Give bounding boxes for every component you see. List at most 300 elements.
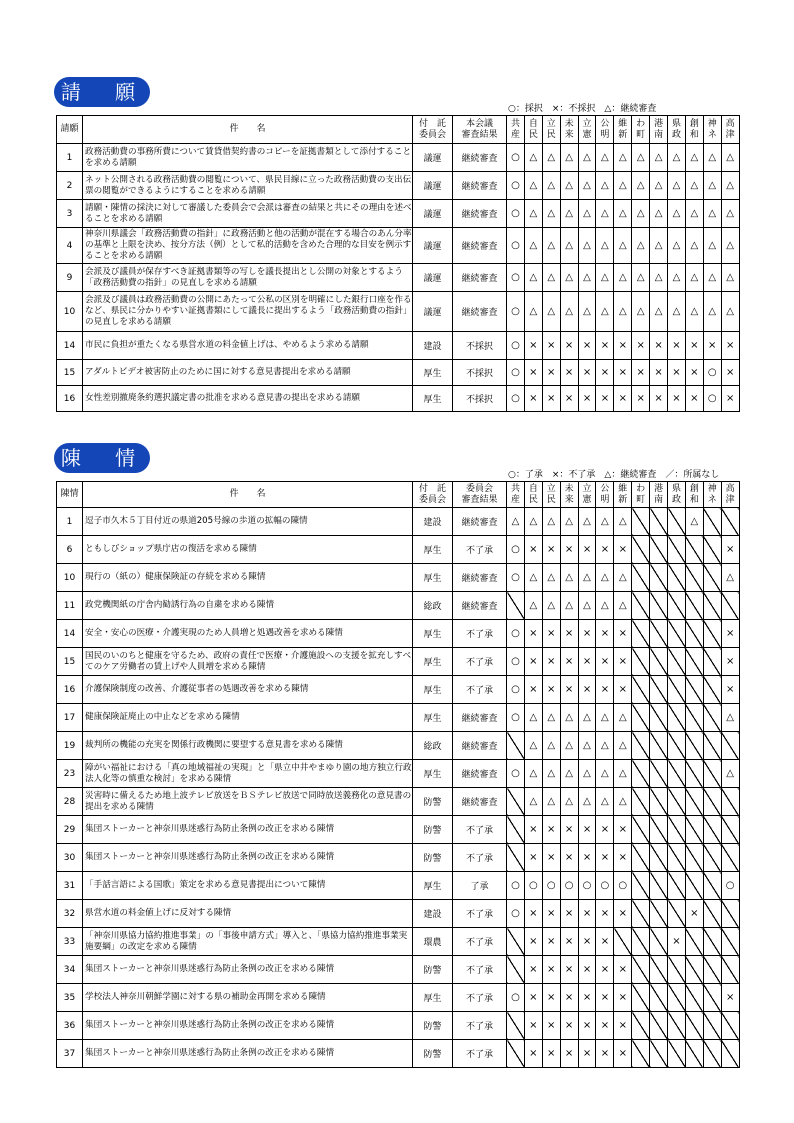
vote-cell-na bbox=[721, 956, 739, 984]
vote-cell: △ bbox=[721, 564, 739, 592]
vote-cell: △ bbox=[578, 200, 596, 228]
vote-cell: △ bbox=[668, 228, 686, 264]
vote-cell-na bbox=[650, 1040, 668, 1068]
row-number: 33 bbox=[57, 928, 83, 956]
vote-cell: × bbox=[721, 536, 739, 564]
row-committee: 厚生 bbox=[413, 704, 453, 732]
vote-cell: △ bbox=[721, 292, 739, 332]
vote-cell: △ bbox=[703, 172, 721, 200]
table-row bbox=[57, 1012, 740, 1040]
vote-cell: × bbox=[560, 676, 578, 704]
vote-cell: ○ bbox=[614, 872, 632, 900]
header-party: 創 和 bbox=[685, 116, 703, 144]
header-party: 公 明 bbox=[596, 482, 614, 508]
vote-cell: × bbox=[596, 648, 614, 676]
vote-cell: △ bbox=[721, 200, 739, 228]
row-title: 健康保険証廃止の中止などを求める陳情 bbox=[83, 704, 413, 732]
row-title: アダルトビデオ被害防止のために国に対する意見書提出を求める請願 bbox=[83, 360, 413, 386]
vote-cell: × bbox=[614, 956, 632, 984]
row-committee: 厚生 bbox=[413, 984, 453, 1012]
vote-cell: △ bbox=[614, 732, 632, 760]
vote-cell: △ bbox=[524, 228, 542, 264]
vote-cell: △ bbox=[542, 172, 560, 200]
vote-cell: × bbox=[542, 332, 560, 360]
vote-cell: △ bbox=[632, 172, 650, 200]
vote-cell: × bbox=[614, 648, 632, 676]
row-committee: 防警 bbox=[413, 1040, 453, 1068]
header-party: 未 来 bbox=[560, 116, 578, 144]
petitions-heading: 請 願 bbox=[54, 77, 150, 107]
vote-cell: × bbox=[596, 332, 614, 360]
vote-cell-na bbox=[507, 1012, 525, 1040]
header-party: わ 町 bbox=[632, 482, 650, 508]
table-row bbox=[57, 1040, 740, 1068]
row-title: 障がい福祉における「真の地域福祉の実現」と「県立中井やまゆり園の地方独立行政法人化等の慎重な検討」を求める陳情 bbox=[83, 760, 413, 788]
vote-cell-na bbox=[703, 508, 721, 536]
row-number: 6 bbox=[57, 536, 83, 564]
row-number: 17 bbox=[57, 704, 83, 732]
vote-cell: × bbox=[524, 956, 542, 984]
vote-cell: × bbox=[596, 928, 614, 956]
vote-cell-na bbox=[703, 592, 721, 620]
vote-cell-na bbox=[703, 872, 721, 900]
row-committee: 建設 bbox=[413, 508, 453, 536]
vote-cell: ○ bbox=[703, 386, 721, 412]
vote-cell: × bbox=[721, 620, 739, 648]
vote-cell: △ bbox=[614, 172, 632, 200]
vote-cell-na bbox=[685, 620, 703, 648]
vote-cell-na bbox=[668, 732, 686, 760]
vote-cell: ○ bbox=[507, 292, 525, 332]
vote-cell-na bbox=[668, 648, 686, 676]
vote-cell: × bbox=[614, 386, 632, 412]
vote-cell: ○ bbox=[507, 620, 525, 648]
vote-cell: × bbox=[578, 332, 596, 360]
vote-cell: △ bbox=[524, 200, 542, 228]
row-committee: 厚生 bbox=[413, 564, 453, 592]
table-row bbox=[57, 900, 740, 928]
vote-cell: △ bbox=[596, 704, 614, 732]
table-row bbox=[57, 228, 740, 264]
header-result: 委員会 審査結果 bbox=[453, 482, 507, 508]
vote-cell-na bbox=[668, 760, 686, 788]
vote-cell-na bbox=[650, 648, 668, 676]
vote-cell: × bbox=[596, 1012, 614, 1040]
vote-cell: △ bbox=[685, 200, 703, 228]
vote-cell: △ bbox=[524, 704, 542, 732]
vote-cell: × bbox=[632, 332, 650, 360]
row-committee: 総政 bbox=[413, 732, 453, 760]
header-committee: 付 託 委員会 bbox=[413, 482, 453, 508]
vote-cell: × bbox=[524, 1012, 542, 1040]
vote-cell: × bbox=[614, 360, 632, 386]
vote-cell-na bbox=[650, 928, 668, 956]
row-title: 学校法人神奈川朝鮮学園に対する県の補助金再開を求める陳情 bbox=[83, 984, 413, 1012]
vote-cell: △ bbox=[596, 732, 614, 760]
row-committee: 防警 bbox=[413, 816, 453, 844]
row-title: 集団ストーカーと神奈川県迷惑行為防止条例の改正を求める陳情 bbox=[83, 956, 413, 984]
table-row bbox=[57, 360, 740, 386]
vote-cell-na bbox=[685, 732, 703, 760]
table-row bbox=[57, 760, 740, 788]
vote-cell-na bbox=[703, 704, 721, 732]
row-title: 現行の（紙の）健康保険証の存続を求める陳情 bbox=[83, 564, 413, 592]
row-result: 不採択 bbox=[453, 386, 507, 412]
row-number: 31 bbox=[57, 872, 83, 900]
table-row bbox=[57, 592, 740, 620]
row-result: 不了承 bbox=[453, 648, 507, 676]
table-row bbox=[57, 536, 740, 564]
vote-cell: △ bbox=[560, 704, 578, 732]
vote-cell: × bbox=[542, 928, 560, 956]
row-number: 37 bbox=[57, 1040, 83, 1068]
header-party: 神 ネ bbox=[703, 482, 721, 508]
row-result: 継続審査 bbox=[453, 172, 507, 200]
row-result: 了承 bbox=[453, 872, 507, 900]
vote-cell: × bbox=[542, 360, 560, 386]
vote-cell: × bbox=[560, 900, 578, 928]
vote-cell: × bbox=[614, 620, 632, 648]
row-title: 国民のいのちと健康を守るため、政府の責任で医療・介護施設への支援を拡充しすべてのケア労働者の賃上げや人員増を求める陳情 bbox=[83, 648, 413, 676]
vote-cell: ○ bbox=[507, 984, 525, 1012]
vote-cell: × bbox=[542, 386, 560, 412]
vote-cell-na bbox=[614, 928, 632, 956]
header-party: 自 民 bbox=[524, 482, 542, 508]
vote-cell: △ bbox=[650, 228, 668, 264]
vote-cell: × bbox=[578, 620, 596, 648]
vote-cell: × bbox=[524, 928, 542, 956]
vote-cell-na bbox=[703, 816, 721, 844]
vote-cell: △ bbox=[650, 172, 668, 200]
vote-cell: × bbox=[542, 900, 560, 928]
vote-cell: × bbox=[542, 1040, 560, 1068]
row-committee: 議運 bbox=[413, 292, 453, 332]
vote-cell-na bbox=[703, 900, 721, 928]
vote-cell: △ bbox=[596, 508, 614, 536]
vote-cell: △ bbox=[507, 508, 525, 536]
vote-cell: △ bbox=[578, 228, 596, 264]
header-party: わ 町 bbox=[632, 116, 650, 144]
row-title: 政務活動費の事務所費について賃貸借契約書のコピーを証拠書類として添付することを求める請願 bbox=[83, 144, 413, 172]
header-no: 陳情 bbox=[57, 482, 83, 508]
vote-cell: △ bbox=[560, 144, 578, 172]
vote-cell: × bbox=[578, 900, 596, 928]
vote-cell: △ bbox=[596, 228, 614, 264]
vote-cell: △ bbox=[632, 264, 650, 292]
row-result: 継続審査 bbox=[453, 200, 507, 228]
vote-cell-na bbox=[703, 1012, 721, 1040]
vote-cell-na bbox=[650, 900, 668, 928]
vote-cell: △ bbox=[596, 264, 614, 292]
vote-cell: × bbox=[560, 360, 578, 386]
row-result: 継続審査 bbox=[453, 292, 507, 332]
row-result: 継続審査 bbox=[453, 264, 507, 292]
vote-cell: × bbox=[721, 360, 739, 386]
vote-cell: × bbox=[524, 1040, 542, 1068]
vote-cell-na bbox=[650, 704, 668, 732]
vote-cell: △ bbox=[524, 788, 542, 816]
row-result: 不了承 bbox=[453, 844, 507, 872]
vote-cell: △ bbox=[524, 144, 542, 172]
row-result: 継続審査 bbox=[453, 732, 507, 760]
vote-cell-na bbox=[685, 928, 703, 956]
vote-cell: ○ bbox=[507, 228, 525, 264]
vote-cell-na bbox=[703, 1040, 721, 1068]
vote-cell: × bbox=[524, 984, 542, 1012]
vote-cell-na bbox=[668, 676, 686, 704]
vote-cell: × bbox=[578, 984, 596, 1012]
vote-cell: × bbox=[560, 984, 578, 1012]
petitions-legend: ○：採択 ×：不採択 △：継続審査 bbox=[508, 104, 657, 114]
vote-cell-na bbox=[685, 788, 703, 816]
vote-cell-na bbox=[703, 788, 721, 816]
row-committee: 議運 bbox=[413, 144, 453, 172]
vote-cell: △ bbox=[703, 144, 721, 172]
row-number: 28 bbox=[57, 788, 83, 816]
table-row bbox=[57, 676, 740, 704]
vote-cell-na bbox=[632, 984, 650, 1012]
vote-cell: ○ bbox=[542, 872, 560, 900]
vote-cell: × bbox=[560, 844, 578, 872]
vote-cell: △ bbox=[542, 144, 560, 172]
vote-cell: △ bbox=[578, 564, 596, 592]
vote-cell: △ bbox=[542, 200, 560, 228]
vote-cell-na bbox=[685, 956, 703, 984]
row-number: 4 bbox=[57, 228, 83, 264]
vote-cell: × bbox=[614, 676, 632, 704]
vote-cell-na bbox=[632, 844, 650, 872]
vote-cell-na bbox=[632, 508, 650, 536]
vote-cell-na bbox=[632, 1040, 650, 1068]
vote-cell: × bbox=[614, 332, 632, 360]
vote-cell: × bbox=[524, 816, 542, 844]
vote-cell: △ bbox=[721, 704, 739, 732]
vote-cell: × bbox=[578, 928, 596, 956]
header-party: 県 政 bbox=[668, 116, 686, 144]
vote-cell: × bbox=[685, 360, 703, 386]
vote-cell: ○ bbox=[507, 200, 525, 228]
row-committee: 防警 bbox=[413, 956, 453, 984]
vote-cell: △ bbox=[668, 292, 686, 332]
row-title: 県営水道の料金値上げに反対する陳情 bbox=[83, 900, 413, 928]
table-row bbox=[57, 620, 740, 648]
vote-cell: × bbox=[560, 1040, 578, 1068]
header-row bbox=[57, 116, 740, 144]
row-result: 不了承 bbox=[453, 956, 507, 984]
vote-cell: × bbox=[703, 332, 721, 360]
header-party: 立 憲 bbox=[578, 116, 596, 144]
vote-cell: △ bbox=[632, 292, 650, 332]
vote-cell: × bbox=[578, 956, 596, 984]
vote-cell: × bbox=[578, 648, 596, 676]
vote-cell-na bbox=[650, 508, 668, 536]
vote-cell: △ bbox=[578, 144, 596, 172]
vote-cell-na bbox=[721, 788, 739, 816]
vote-cell: △ bbox=[524, 564, 542, 592]
vote-cell: × bbox=[524, 536, 542, 564]
statements-table bbox=[56, 481, 740, 1068]
vote-cell-na bbox=[632, 872, 650, 900]
row-number: 30 bbox=[57, 844, 83, 872]
vote-cell-na bbox=[632, 676, 650, 704]
row-number: 29 bbox=[57, 816, 83, 844]
vote-cell: △ bbox=[685, 144, 703, 172]
vote-cell: × bbox=[668, 928, 686, 956]
vote-cell-na bbox=[632, 1012, 650, 1040]
row-title: 集団ストーカーと神奈川県迷惑行為防止条例の改正を求める陳情 bbox=[83, 1012, 413, 1040]
row-title: 「神奈川県協力協約推進事業」の「事後申請方式」導入と、「県協力協約推進事業実施要綱」の改定を求める陳情 bbox=[83, 928, 413, 956]
vote-cell-na bbox=[685, 760, 703, 788]
vote-cell: △ bbox=[596, 292, 614, 332]
row-number: 35 bbox=[57, 984, 83, 1012]
table-row bbox=[57, 872, 740, 900]
row-number: 10 bbox=[57, 292, 83, 332]
table-row bbox=[57, 386, 740, 412]
vote-cell: △ bbox=[614, 564, 632, 592]
row-number: 32 bbox=[57, 900, 83, 928]
vote-cell-na bbox=[668, 620, 686, 648]
vote-cell-na bbox=[703, 984, 721, 1012]
header-party: 維 新 bbox=[614, 482, 632, 508]
vote-cell: △ bbox=[596, 564, 614, 592]
vote-cell-na bbox=[632, 732, 650, 760]
vote-cell-na bbox=[668, 900, 686, 928]
vote-cell: △ bbox=[578, 172, 596, 200]
vote-cell: × bbox=[578, 676, 596, 704]
vote-cell-na bbox=[721, 900, 739, 928]
vote-cell: △ bbox=[560, 564, 578, 592]
header-party: 未 来 bbox=[560, 482, 578, 508]
header-title: 件 名 bbox=[83, 482, 413, 508]
vote-cell: ○ bbox=[578, 872, 596, 900]
vote-cell: △ bbox=[632, 200, 650, 228]
vote-cell: × bbox=[596, 1040, 614, 1068]
table-row bbox=[57, 144, 740, 172]
vote-cell: × bbox=[560, 928, 578, 956]
vote-cell-na bbox=[668, 508, 686, 536]
vote-cell: ○ bbox=[703, 360, 721, 386]
vote-cell: ○ bbox=[507, 676, 525, 704]
vote-cell-na bbox=[685, 816, 703, 844]
header-party: 高 津 bbox=[721, 482, 739, 508]
vote-cell: ○ bbox=[507, 264, 525, 292]
vote-cell: △ bbox=[578, 264, 596, 292]
vote-cell: × bbox=[596, 984, 614, 1012]
vote-cell-na bbox=[650, 788, 668, 816]
header-party: 創 和 bbox=[685, 482, 703, 508]
vote-cell: △ bbox=[542, 704, 560, 732]
vote-cell: × bbox=[596, 816, 614, 844]
vote-cell-na bbox=[685, 592, 703, 620]
vote-cell: × bbox=[668, 360, 686, 386]
header-party: 立 民 bbox=[542, 482, 560, 508]
vote-cell: × bbox=[596, 386, 614, 412]
vote-cell-na bbox=[650, 620, 668, 648]
vote-cell: △ bbox=[685, 264, 703, 292]
row-result: 不了承 bbox=[453, 536, 507, 564]
vote-cell-na bbox=[703, 844, 721, 872]
vote-cell-na bbox=[632, 564, 650, 592]
vote-cell-na bbox=[507, 844, 525, 872]
vote-cell: △ bbox=[560, 760, 578, 788]
vote-cell: ○ bbox=[507, 704, 525, 732]
table-row bbox=[57, 172, 740, 200]
row-title: 裁判所の機能の充実を関係行政機関に要望する意見書を求める陳情 bbox=[83, 732, 413, 760]
row-title: 集団ストーカーと神奈川県迷惑行為防止条例の改正を求める陳情 bbox=[83, 1040, 413, 1068]
vote-cell-na bbox=[650, 956, 668, 984]
row-committee: 総政 bbox=[413, 592, 453, 620]
vote-cell: △ bbox=[721, 228, 739, 264]
row-committee: 厚生 bbox=[413, 386, 453, 412]
vote-cell: ○ bbox=[560, 872, 578, 900]
table-row bbox=[57, 704, 740, 732]
vote-cell-na bbox=[507, 732, 525, 760]
vote-cell: △ bbox=[668, 264, 686, 292]
vote-cell-na bbox=[632, 704, 650, 732]
vote-cell: △ bbox=[614, 704, 632, 732]
vote-cell: × bbox=[721, 386, 739, 412]
vote-cell: × bbox=[524, 676, 542, 704]
vote-cell-na bbox=[507, 788, 525, 816]
vote-cell: △ bbox=[560, 264, 578, 292]
table-row bbox=[57, 928, 740, 956]
row-committee: 厚生 bbox=[413, 676, 453, 704]
header-party: 立 民 bbox=[542, 116, 560, 144]
vote-cell: × bbox=[542, 676, 560, 704]
vote-cell: △ bbox=[614, 292, 632, 332]
row-title: 会派及び議員は政務活動費の公開にあたって公私の区別を明確にした銀行口座を作るなど、県民に分かりやすい証拠書類にして議長に提出するよう「政務活動費の指針」の見直しを求める請願 bbox=[83, 292, 413, 332]
vote-cell: △ bbox=[721, 264, 739, 292]
vote-cell-na bbox=[507, 928, 525, 956]
row-result: 不了承 bbox=[453, 1040, 507, 1068]
vote-cell: ○ bbox=[721, 872, 739, 900]
vote-cell: △ bbox=[721, 760, 739, 788]
vote-cell: △ bbox=[578, 292, 596, 332]
row-committee: 環農 bbox=[413, 928, 453, 956]
vote-cell-na bbox=[668, 816, 686, 844]
header-result: 本会議 審査結果 bbox=[453, 116, 507, 144]
header-party: 神 ネ bbox=[703, 116, 721, 144]
row-committee: 厚生 bbox=[413, 872, 453, 900]
header-party: 立 憲 bbox=[578, 482, 596, 508]
vote-cell: × bbox=[596, 900, 614, 928]
row-number: 14 bbox=[57, 332, 83, 360]
vote-cell: ○ bbox=[507, 360, 525, 386]
vote-cell: △ bbox=[614, 264, 632, 292]
vote-cell: × bbox=[578, 816, 596, 844]
vote-cell: ○ bbox=[524, 872, 542, 900]
vote-cell-na bbox=[668, 984, 686, 1012]
vote-cell: × bbox=[542, 536, 560, 564]
vote-cell-na bbox=[632, 760, 650, 788]
row-result: 不了承 bbox=[453, 620, 507, 648]
vote-cell: × bbox=[542, 648, 560, 676]
row-number: 15 bbox=[57, 648, 83, 676]
row-result: 継続審査 bbox=[453, 704, 507, 732]
vote-cell: △ bbox=[578, 592, 596, 620]
row-result: 不了承 bbox=[453, 816, 507, 844]
vote-cell-na bbox=[668, 1040, 686, 1068]
vote-cell: △ bbox=[578, 704, 596, 732]
header-party: 港 南 bbox=[650, 116, 668, 144]
row-result: 不了承 bbox=[453, 928, 507, 956]
vote-cell-na bbox=[507, 1040, 525, 1068]
row-result: 継続審査 bbox=[453, 788, 507, 816]
row-committee: 議運 bbox=[413, 228, 453, 264]
vote-cell: ○ bbox=[507, 760, 525, 788]
vote-cell: △ bbox=[703, 228, 721, 264]
vote-cell: △ bbox=[560, 172, 578, 200]
